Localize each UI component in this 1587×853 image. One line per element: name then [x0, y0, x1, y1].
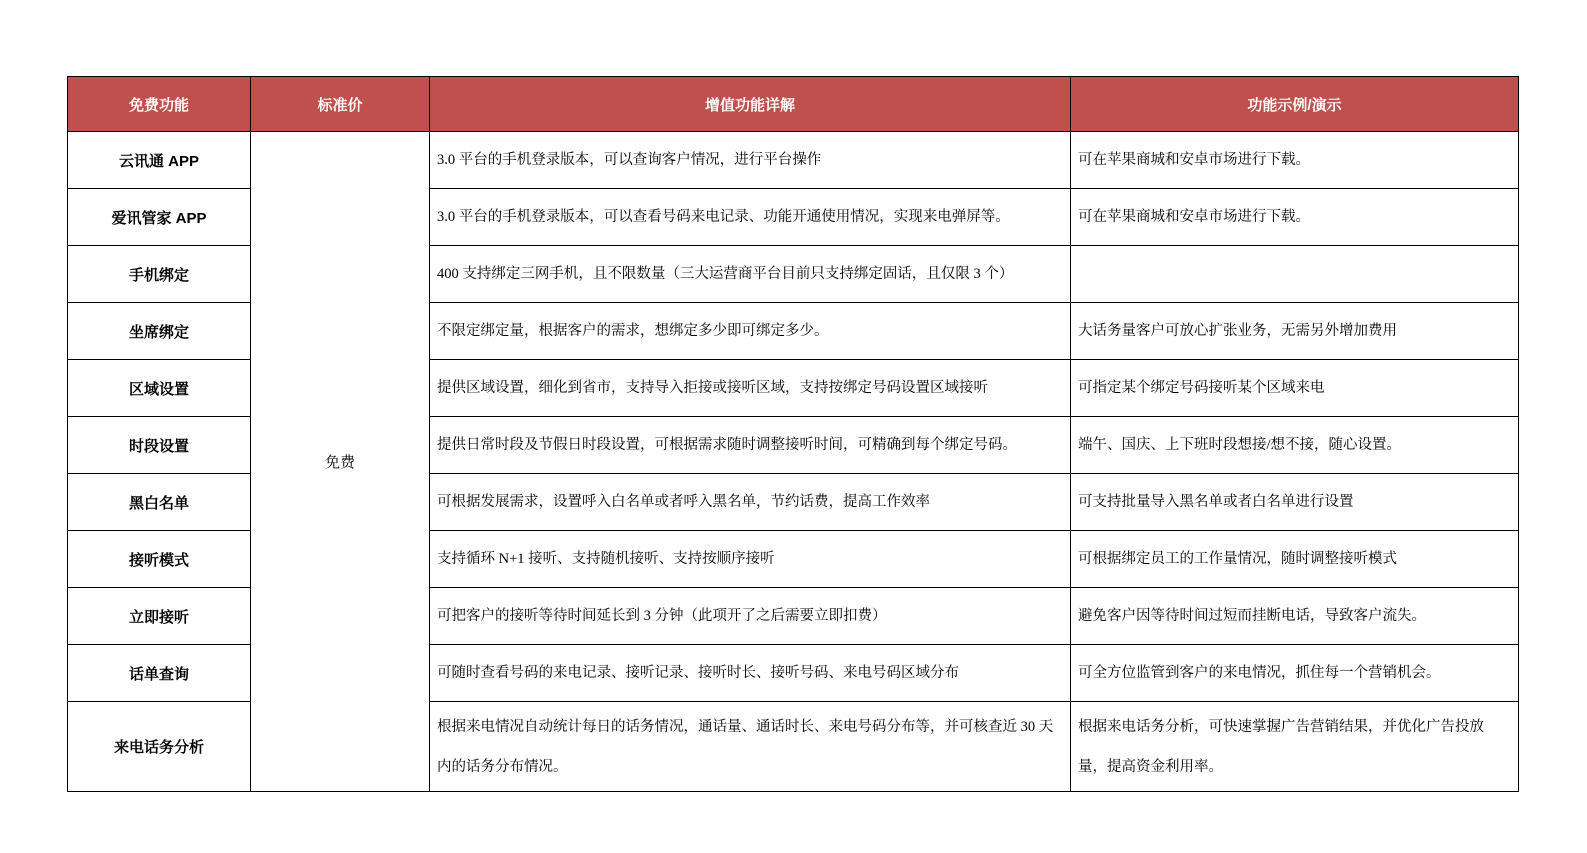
detail-cell: 提供日常时段及节假日时段设置，可根据需求随时调整接听时间，可精确到每个绑定号码。: [430, 417, 1071, 474]
header-cell-free-features: 免费功能: [68, 77, 251, 132]
feature-price-table: [67, 76, 1519, 792]
example-cell: 可支持批量导入黑名单或者白名单进行设置: [1071, 474, 1519, 531]
header-cell-standard-price: 标准价: [251, 77, 430, 132]
feature-cell: 立即接听: [68, 588, 251, 645]
feature-cell: 云讯通 APP: [68, 132, 251, 189]
example-cell: 根据来电话务分析，可快速掌握广告营销结果，并优化广告投放量，提高资金利用率。: [1071, 702, 1519, 792]
table-header-row: [68, 77, 1519, 132]
header-cell-feature-details: 增值功能详解: [430, 77, 1071, 132]
example-cell: 端午、国庆、上下班时段想接/想不接，随心设置。: [1071, 417, 1519, 474]
example-cell: 可全方位监管到客户的来电情况，抓住每一个营销机会。: [1071, 645, 1519, 702]
feature-cell: 黑白名单: [68, 474, 251, 531]
example-cell: [1071, 246, 1519, 303]
detail-cell: 可根据发展需求，设置呼入白名单或者呼入黑名单，节约话费，提高工作效率: [430, 474, 1071, 531]
detail-cell: 3.0 平台的手机登录版本，可以查询客户情况，进行平台操作: [430, 132, 1071, 189]
table-row: [68, 132, 1519, 189]
detail-cell: 支持循环 N+1 接听、支持随机接听、支持按顺序接听: [430, 531, 1071, 588]
feature-cell: 话单查询: [68, 645, 251, 702]
example-cell: 可在苹果商城和安卓市场进行下载。: [1071, 189, 1519, 246]
feature-cell: 区域设置: [68, 360, 251, 417]
example-cell: 可根据绑定员工的工作量情况，随时调整接听模式: [1071, 531, 1519, 588]
example-cell: 避免客户因等待时间过短而挂断电话，导致客户流失。: [1071, 588, 1519, 645]
feature-cell: 时段设置: [68, 417, 251, 474]
detail-cell: 根据来电情况自动统计每日的话务情况，通话量、通话时长、来电号码分布等，并可核查近 30 天内的话务分布情况。: [430, 702, 1071, 792]
feature-cell: 爱讯管家 APP: [68, 189, 251, 246]
detail-cell: 400 支持绑定三网手机，且不限数量（三大运营商平台目前只支持绑定固话，且仅限 3 个）: [430, 246, 1071, 303]
detail-cell: 提供区域设置，细化到省市，支持导入拒接或接听区域，支持按绑定号码设置区域接听: [430, 360, 1071, 417]
example-cell: 大话务量客户可放心扩张业务，无需另外增加费用: [1071, 303, 1519, 360]
header-cell-feature-demo: 功能示例/演示: [1071, 77, 1519, 132]
detail-cell: 可随时查看号码的来电记录、接听记录、接听时长、接听号码、来电号码区域分布: [430, 645, 1071, 702]
detail-cell: 3.0 平台的手机登录版本，可以查看号码来电记录、功能开通使用情况，实现来电弹屏等。: [430, 189, 1071, 246]
feature-cell: 坐席绑定: [68, 303, 251, 360]
detail-cell: 可把客户的接听等待时间延长到 3 分钟（此项开了之后需要立即扣费）: [430, 588, 1071, 645]
example-cell: 可在苹果商城和安卓市场进行下载。: [1071, 132, 1519, 189]
price-merged-cell: 免费: [251, 132, 430, 792]
feature-cell: 手机绑定: [68, 246, 251, 303]
feature-cell: 来电话务分析: [68, 702, 251, 792]
feature-cell: 接听模式: [68, 531, 251, 588]
detail-cell: 不限定绑定量，根据客户的需求，想绑定多少即可绑定多少。: [430, 303, 1071, 360]
example-cell: 可指定某个绑定号码接听某个区域来电: [1071, 360, 1519, 417]
